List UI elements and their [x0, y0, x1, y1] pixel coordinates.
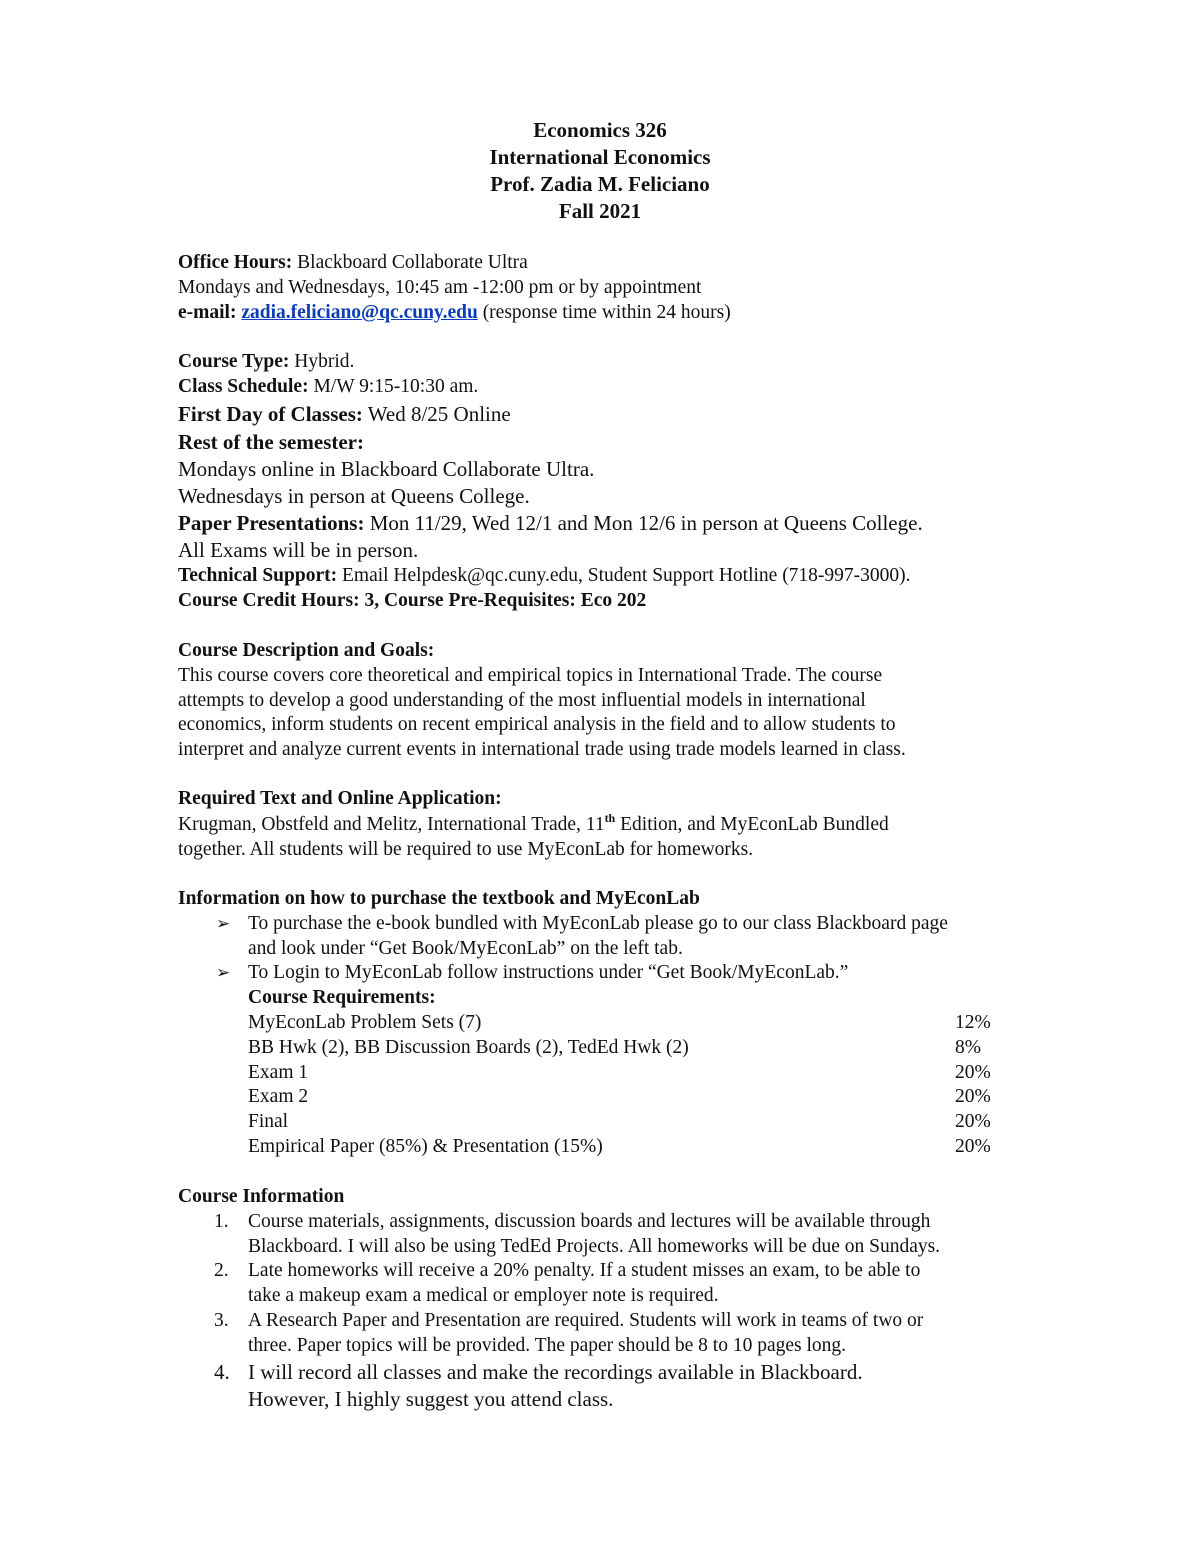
- description-line: This course covers core theoretical and empirical topics in International Trade. The course: [178, 665, 883, 686]
- requirement-label: Exam 1: [248, 1062, 309, 1083]
- purchase-bullet-1-line-1: To purchase the e-book bundled with MyEconLab please go to our class Blackboard page: [248, 913, 948, 934]
- purchase-bullet-2: To Login to MyEconLab follow instructions under “Get Book/MyEconLab.”: [248, 962, 849, 983]
- requirement-weight: 20%: [955, 1136, 991, 1157]
- email-note: (response time within 24 hours): [477, 302, 731, 323]
- info-item-line: Course materials, assignments, discussion boards and lectures will be available through: [248, 1211, 931, 1232]
- info-item-line: Blackboard. I will also be using TedEd Projects. All homeworks will be due on Sundays.: [248, 1236, 941, 1257]
- edition-superscript: th: [604, 810, 616, 825]
- required-text-line: [178, 810, 889, 836]
- info-item-number: 3.: [214, 1310, 229, 1331]
- term: Fall 2021: [558, 199, 642, 223]
- rest-of-semester-mondays: Mondays online in Blackboard Collaborate Ultra.: [178, 457, 595, 481]
- class-schedule-label: Class Schedule:: [178, 376, 309, 397]
- requirement-label: BB Hwk (2), BB Discussion Boards (2), TedEd Hwk (2): [248, 1037, 689, 1058]
- requirement-label: Final: [248, 1111, 289, 1132]
- course-type-line: [178, 351, 354, 373]
- class-schedule-line: [178, 376, 478, 398]
- first-day-label: First Day of Classes:: [178, 402, 363, 426]
- office-hours-line: [178, 252, 528, 274]
- requirement-weight: 20%: [955, 1062, 991, 1083]
- arrow-bullet-icon: ➢: [216, 963, 231, 982]
- requirement-weight: 20%: [955, 1111, 991, 1132]
- info-item-number: 4.: [214, 1360, 230, 1384]
- info-item-line: three. Paper topics will be provided. The paper should be 8 to 10 pages long.: [248, 1335, 847, 1356]
- info-item-line: A Research Paper and Presentation are required. Students will work in teams of two or: [248, 1310, 924, 1331]
- requirement-weight: 20%: [955, 1086, 991, 1107]
- purchase-bullet-1-line-2: and look under “Get Book/MyEconLab” on the left tab.: [248, 938, 683, 959]
- arrow-bullet-icon: ➢: [216, 914, 231, 933]
- required-text-part: Krugman, Obstfeld and Melitz, International Trade, 11: [178, 814, 605, 835]
- technical-support-line: [178, 565, 911, 587]
- required-text-heading: Required Text and Online Application:: [178, 788, 502, 809]
- required-text-line-2: together. All students will be required to use MyEconLab for homeworks.: [178, 839, 754, 860]
- course-number: Economics 326: [533, 118, 667, 142]
- first-day-value: Wed 8/25 Online: [362, 402, 511, 426]
- paper-presentations-value: Mon 11/29, Wed 12/1 and Mon 12/6 in person at Queens College.: [364, 511, 923, 535]
- exams-note: All Exams will be in person.: [178, 538, 419, 562]
- info-item-number: 1.: [214, 1211, 229, 1232]
- first-day-line: [178, 402, 511, 427]
- info-item-line: take a makeup exam a medical or employer note is required.: [248, 1285, 719, 1306]
- info-item-line: I will record all classes and make the recordings available in Blackboard.: [248, 1360, 863, 1384]
- requirement-label: Exam 2: [248, 1086, 309, 1107]
- class-schedule-value: M/W 9:15-10:30 am.: [308, 376, 479, 397]
- requirements-heading: Course Requirements:: [248, 987, 436, 1008]
- course-type-value: Hybrid.: [289, 351, 355, 372]
- technical-support-value: Email Helpdesk@qc.cuny.edu, Student Support Hotline (718-997-3000).: [337, 565, 911, 586]
- description-line: economics, inform students on recent empirical analysis in the field and to allow students to: [178, 714, 896, 735]
- office-hours-schedule: Mondays and Wednesdays, 10:45 am -12:00 pm or by appointment: [178, 277, 702, 298]
- office-hours-label: Office Hours:: [178, 252, 293, 273]
- course-type-label: Course Type:: [178, 351, 290, 372]
- required-text-part: Edition, and MyEconLab Bundled: [615, 814, 889, 835]
- description-line: attempts to develop a good understanding of the most influential models in international: [178, 690, 866, 711]
- rest-of-semester-wednesdays: Wednesdays in person at Queens College.: [178, 484, 530, 508]
- paper-presentations-line: [178, 511, 923, 536]
- office-hours-value: Blackboard Collaborate Ultra: [292, 252, 528, 273]
- purchase-heading: Information on how to purchase the textbook and MyEconLab: [178, 888, 700, 909]
- info-item-line: However, I highly suggest you attend class.: [248, 1387, 614, 1411]
- info-item-number: 2.: [214, 1260, 229, 1281]
- credit-hours-line: Course Credit Hours: 3, Course Pre-Requisites: Eco 202: [178, 590, 647, 611]
- requirement-weight: 12%: [955, 1012, 991, 1033]
- instructor-name: Prof. Zadia M. Feliciano: [490, 172, 710, 196]
- description-heading: Course Description and Goals:: [178, 640, 435, 661]
- rest-of-semester-label: Rest of the semester:: [178, 430, 364, 454]
- requirement-label: MyEconLab Problem Sets (7): [248, 1012, 482, 1033]
- requirement-label: Empirical Paper (85%) & Presentation (15%): [248, 1136, 603, 1157]
- email-link[interactable]: zadia.feliciano@qc.cuny.edu: [241, 302, 478, 323]
- email-label: e-mail:: [178, 302, 237, 323]
- paper-presentations-label: Paper Presentations:: [178, 511, 365, 535]
- info-item-line: Late homeworks will receive a 20% penalty. If a student misses an exam, to be able to: [248, 1260, 921, 1281]
- course-title: International Economics: [489, 145, 711, 169]
- email-line: [178, 302, 731, 324]
- technical-support-label: Technical Support:: [178, 565, 338, 586]
- description-line: interpret and analyze current events in international trade using trade models learned in class.: [178, 739, 906, 760]
- course-information-heading: Course Information: [178, 1186, 345, 1207]
- requirement-weight: 8%: [955, 1037, 981, 1058]
